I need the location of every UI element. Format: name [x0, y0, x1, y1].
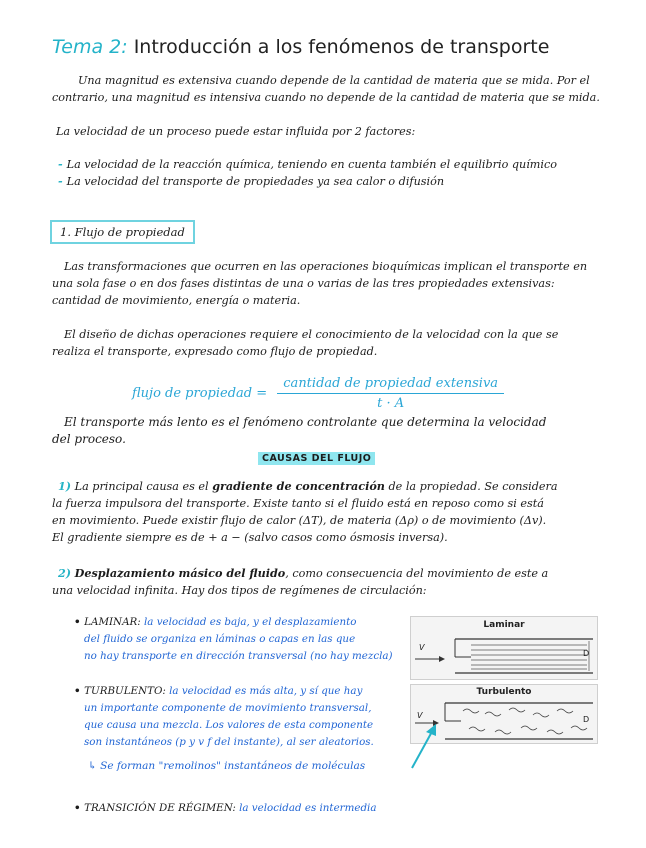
regime-text: la velocidad es intermedia — [239, 802, 377, 814]
flujo-paragraph-3 — [52, 414, 602, 448]
topic-title: Introducción a los fenómenos de transporte — [133, 36, 550, 58]
regime-text: que causa una mezcla. Los valores de esta componente — [84, 719, 374, 731]
flujo-paragraph-2 — [52, 326, 602, 360]
regime-text: un importante componente de movimiento transversal, — [84, 702, 372, 714]
flujo-formula — [132, 376, 504, 411]
cause-2-first-line — [52, 565, 604, 582]
laminar-flow-diagram — [411, 633, 597, 679]
factors-intro: La velocidad de un proceso puede estar influida por 2 factores: — [56, 125, 416, 138]
laminar-figure — [410, 616, 598, 680]
regime-transicion: • TRANSICIÓN DE RÉGIMEN: la velocidad es intermedia — [74, 802, 377, 814]
factor-item: - La velocidad del transporte de propiedades ya sea calor o difusión — [58, 174, 445, 188]
topic-number: Tema 2: — [52, 36, 128, 58]
formula-denominator: t · A — [377, 396, 405, 411]
section-heading-causas: CAUSAS DEL FLUJO — [258, 452, 375, 465]
formula-fraction — [277, 376, 504, 411]
pointer-arrow-icon — [380, 722, 440, 772]
factor-item: - La velocidad de la reacción química, teniendo en cuenta también el equilibrio químico — [58, 157, 557, 171]
intro-paragraph — [52, 72, 600, 106]
cause-number: 1) — [58, 479, 72, 493]
cause-number: 2) — [58, 566, 72, 580]
cause-2 — [52, 565, 604, 599]
regime-text: la velocidad es más alta, y sí que hay — [169, 685, 363, 697]
regime-text: la velocidad es baja, y el desplazamiento — [144, 616, 357, 628]
text-line: El diseño de dichas operaciones requiere el conocimiento de la velocidad con la que se — [64, 328, 559, 341]
highlight-text: Desplazamiento másico del fluido — [74, 566, 286, 580]
text-line: El gradiente siempre es de + a − (salvo casos como ósmosis inversa). — [52, 531, 448, 544]
text-line: del proceso. — [52, 432, 126, 446]
intro-line: Una magnitud es extensiva cuando depende de la cantidad de materia que se mida. Por el — [78, 74, 590, 87]
regime-text: son instantáneos (p y v f del instante), al ser aleatorios. — [84, 736, 374, 748]
arrow-icon: ↳ — [88, 760, 97, 772]
factors-list — [58, 156, 557, 190]
formula-numerator: cantidad de propiedad extensiva — [277, 376, 504, 394]
remolinos-note — [88, 760, 365, 772]
regime-turbulento — [74, 683, 414, 751]
cause-1 — [52, 478, 604, 546]
flujo-paragraph-1 — [52, 258, 602, 309]
regime-label: LAMINAR: — [84, 616, 141, 628]
text-line: cantidad de movimiento, energía o materia. — [52, 294, 301, 307]
regime-first-line: • TURBULENTO: la velocidad es más alta, y sí que hay — [74, 685, 363, 697]
velocity-label: V — [419, 643, 425, 652]
regime-text: del fluido se organiza en láminas o capas en las que — [84, 633, 356, 645]
text-line: la fuerza impulsora del transporte. Existe tanto si el fluido está en reposo como si está — [52, 497, 544, 510]
diameter-label: D — [583, 715, 590, 724]
text: de la propiedad. Se considera — [388, 480, 558, 493]
text-line: El transporte más lento es el fenómeno controlante que determina la velocidad — [64, 415, 547, 429]
intro-line: contrario, una magnitud es intensiva cuando no depende de la cantidad de materia que se mida. — [52, 91, 600, 104]
text-line: realiza el transporte, expresado como flujo de propiedad. — [52, 345, 378, 358]
text-line: en movimiento. Puede existir flujo de calor (ΔT), de materia (Δρ) o de movimiento (Δv). — [52, 514, 547, 527]
highlight-text: gradiente de concentración — [212, 479, 385, 493]
formula-lhs: flujo de propiedad = — [132, 386, 268, 401]
section-heading-flujo: 1. Flujo de propiedad — [50, 220, 195, 244]
figure-title: Laminar — [483, 620, 525, 630]
regime-laminar — [74, 614, 414, 665]
regime-first-line: • LAMINAR: la velocidad es baja, y el desplazamiento — [74, 616, 357, 628]
text-line: una velocidad infinita. Hay dos tipos de regímenes de circulación: — [52, 584, 427, 597]
regime-text: no hay transporte en dirección transversal (no hay mezcla) — [84, 650, 393, 662]
text-line: Las transformaciones que ocurren en las operaciones bioquímicas implican el transporte en — [64, 260, 588, 273]
velocity-label: V — [417, 711, 423, 720]
regime-label: TRANSICIÓN DE RÉGIMEN: — [84, 802, 236, 814]
diameter-label: D — [583, 649, 590, 658]
text: , como consecuencia del movimiento de este a — [285, 567, 549, 580]
remolinos-text: Se forman "remolinos" instantáneos de moléculas — [100, 760, 366, 772]
cause-1-first-line — [52, 478, 604, 495]
figure-title: Turbulento — [476, 687, 532, 697]
regime-label: TURBULENTO: — [84, 685, 166, 697]
text-line: una sola fase o en dos fases distintas de una o varias de las tres propiedades extensivas: — [52, 277, 555, 290]
page-title — [52, 36, 549, 58]
text: La principal causa es el — [74, 480, 209, 493]
